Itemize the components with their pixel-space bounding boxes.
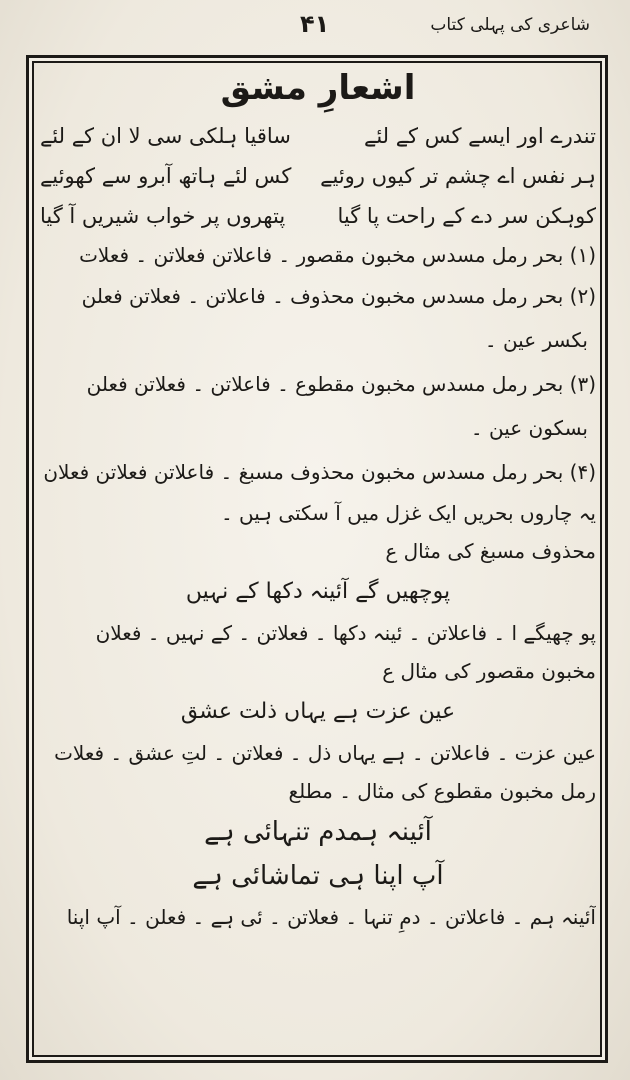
section-title: اشعارِ مشق — [220, 68, 416, 108]
example-heading-3: رمل مخبون مقطوع کی مثال ۔ مطلع — [288, 779, 596, 803]
body-text-line: یہ چاروں بحریں ایک غزل میں آ سکتی ہیں ۔ — [220, 501, 596, 525]
meter-note-2: بسکون عین ۔ — [470, 416, 588, 440]
example-heading-2: مخبون مقصور کی مثال ع — [382, 659, 596, 683]
running-title: شاعری کی پہلی کتاب — [430, 15, 590, 35]
meter-line-3: (۳) بحر رمل مسدس مخبون مقطوع ۔ فاعلاتن ۔ فعلاتن فعلن — [86, 372, 596, 396]
couplet-1-first-hemistich: تندرے اور ایسے کس کے لئے — [364, 124, 596, 148]
couplet-3-first-hemistich: کوہکن سر دے کے راحت پا گیا — [337, 204, 596, 228]
example-heading-1: محذوف مسبغ کی مثال ع — [385, 539, 596, 563]
couplet-2-first-hemistich: ہر نفس اے چشم تر کیوں روئیے — [320, 164, 596, 188]
couplet-1 — [40, 116, 596, 156]
couplet-3-second-hemistich: پتھروں پر خواب شیریں آ گیا — [40, 204, 286, 228]
meter-line-4: (۴) بحر رمل مسدس مخبون محذوف مسبغ ۔ فاعلاتن فعلاتن فعلان — [43, 460, 596, 484]
couplet-2 — [40, 156, 596, 196]
meter-note-1: بکسر عین ۔ — [484, 328, 588, 352]
example-verse-3b: آپ اپنا ہی تماشائی ہے — [192, 861, 444, 891]
scansion-line-1: پو چھیگے ا ۔ فاعلاتن ۔ ئینہ دکھا ۔ فعلاتن ۔ کے نہیں ۔ فعلان — [95, 621, 596, 645]
example-verse-2: عین عزت ہے یہاں ذلت عشق — [180, 699, 456, 724]
couplet-3 — [40, 196, 596, 236]
page-number: ۴۱ — [300, 10, 330, 38]
page-header — [0, 0, 630, 56]
example-verse-3a: آئینہ ہمدم تنہائی ہے — [204, 817, 432, 847]
page-content — [40, 62, 596, 936]
scansion-line-2: عین عزت ۔ فاعلاتن ۔ ہے یہاں ذل ۔ فعلاتن ۔ لتِ عشق ۔ فعلات — [54, 741, 596, 765]
scansion-line-3: آئینہ ہم ۔ فاعلاتن ۔ دمِ تنہا ۔ فعلاتن ۔ ئی ہے ۔ فعلن ۔ آپ اپنا — [66, 905, 596, 929]
meter-line-1: (۱) بحر رمل مسدس مخبون مقصور ۔ فاعلاتن فعلاتن ۔ فعلات — [79, 243, 596, 267]
example-verse-1: پوچھیں گے آئینہ دکھا کے نہیں — [185, 579, 451, 604]
meter-line-2: (۲) بحر رمل مسدس مخبون محذوف ۔ فاعلاتن ۔ فعلاتن فعلن — [81, 284, 596, 308]
couplet-1-second-hemistich: ساقیا ہلکی سی لا ان کے لئے — [40, 124, 291, 148]
couplet-2-second-hemistich: کس لئے ہاتھ آبرو سے کھوئیے — [40, 164, 292, 188]
